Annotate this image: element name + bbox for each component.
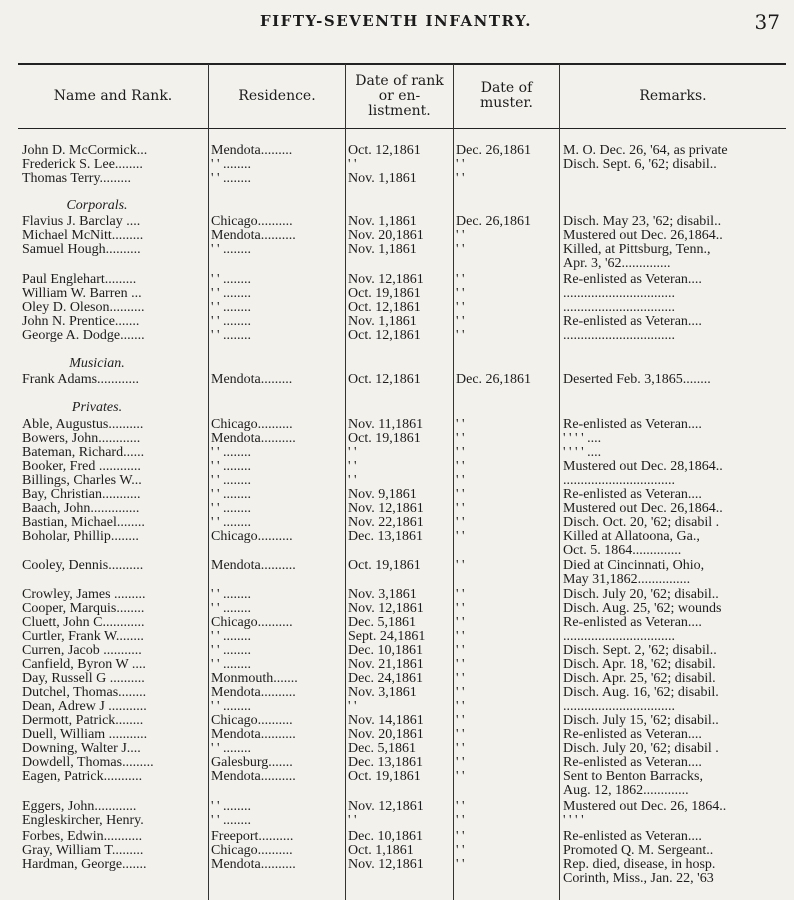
name-cell: Forbes, Edwin........... [22,830,143,844]
name-cell: Bay, Christian........... [22,488,141,502]
residence-cell: ' ' ........ [211,460,252,474]
name-cell: Curren, Jacob ........... [22,644,142,658]
table-row [0,814,794,828]
table-row [0,301,794,315]
table-row [0,460,794,474]
name-cell: Flavius J. Barclay .... [22,215,141,229]
enlistment-date-cell: Nov. 1,1861 [348,243,417,257]
name-cell: Samuel Hough.......... [22,243,141,257]
name-cell: Curtler, Frank W........ [22,630,144,644]
name-cell: Frederick S. Lee........ [22,158,143,172]
muster-date-cell: ' ' [456,588,465,602]
residence-cell: ' ' ........ [211,644,252,658]
enlistment-date-cell: ' ' [348,700,357,714]
residence-cell: ' ' ........ [211,273,252,287]
name-cell: Canfield, Byron W .... [22,658,146,672]
muster-date-cell: ' ' [456,616,465,630]
enlistment-date-cell: Nov. 12,1861 [348,502,424,516]
column-header-enlistment: Date of rank or en-listment. [355,72,444,119]
residence-cell: Chicago.......... [211,616,293,630]
enlistment-date-cell: Nov. 20,1861 [348,728,424,742]
remarks-cell: May 31,1862............... [563,573,691,587]
muster-date-cell: ' ' [456,814,465,828]
name-cell: Dean, Adrew J ........... [22,700,147,714]
enlistment-date-cell: Oct. 1,1861 [348,844,414,858]
remarks-cell: ................................ [563,301,675,315]
remarks-cell: Mustered out Dec. 26,1864.. [563,229,723,243]
residence-cell: Mendota.......... [211,229,296,243]
residence-cell: ' ' ........ [211,502,252,516]
enlistment-date-cell: Sept. 24,1861 [348,630,426,644]
remarks-cell: Re-enlisted as Veteran.... [563,830,702,844]
name-cell: John N. Prentice....... [22,315,140,329]
remarks-cell: Disch. Oct. 20, '62; disabil . [563,516,720,530]
table-row [0,800,794,814]
remarks-cell: Mustered out Dec. 28,1864.. [563,460,723,474]
table-row [0,287,794,301]
residence-cell: ' ' ........ [211,488,252,502]
name-cell: Duell, William ........... [22,728,148,742]
name-cell: Frank Adams............ [22,373,140,387]
table-row [0,229,794,243]
enlistment-date-cell: Oct. 12,1861 [348,373,421,387]
table-row [0,700,794,714]
remarks-cell: Re-enlisted as Veteran.... [563,273,702,287]
muster-date-cell: ' ' [456,229,465,243]
table-row [0,770,794,784]
residence-cell: ' ' ........ [211,474,252,488]
table-row [0,573,794,587]
enlistment-date-cell: ' ' [348,158,357,172]
residence-cell: Mendota.......... [211,770,296,784]
residence-cell: Chicago.......... [211,215,293,229]
remarks-cell: Disch. Apr. 18, '62; disabil. [563,658,716,672]
enlistment-date-cell: ' ' [348,460,357,474]
table-row [0,474,794,488]
page-number: 37 [754,10,780,34]
remarks-cell: Re-enlisted as Veteran.... [563,488,702,502]
remarks-cell: Disch. Sept. 2, '62; disabil.. [563,644,717,658]
residence-cell: ' ' ........ [211,446,252,460]
remarks-cell: Disch. Apr. 25, '62; disabil. [563,672,716,686]
residence-cell: ' ' ........ [211,516,252,530]
enlistment-date-cell: Nov. 1,1861 [348,315,417,329]
table-row [0,858,794,872]
table-row [0,516,794,530]
enlistment-date-cell: Dec. 5,1861 [348,742,417,756]
enlistment-date-cell: Nov. 12,1861 [348,800,424,814]
column-header-muster: Date of muster. [480,80,533,111]
remarks-cell: Sent to Benton Barracks, [563,770,703,784]
table-row [0,588,794,602]
enlistment-date-cell: Nov. 14,1861 [348,714,424,728]
muster-date-cell: ' ' [456,714,465,728]
table-row [0,273,794,287]
muster-date-cell: ' ' [456,700,465,714]
remarks-cell: Disch. Aug. 16, '62; disabil. [563,686,719,700]
residence-cell: Galesburg....... [211,756,293,770]
remarks-cell: Disch. July 20, '62; disabil.. [563,588,719,602]
muster-date-cell: ' ' [456,559,465,573]
table-row [0,728,794,742]
muster-date-cell: ' ' [456,287,465,301]
column-header-remarks: Remarks. [639,87,707,104]
remarks-cell: Rep. died, disease, in hosp. [563,858,716,872]
enlistment-date-cell: Nov. 12,1861 [348,273,424,287]
residence-cell: ' ' ........ [211,588,252,602]
section-label: Musician. [69,357,125,371]
enlistment-date-cell: Oct. 12,1861 [348,329,421,343]
residence-cell: Mendota.......... [211,858,296,872]
name-cell: Cluett, John C............ [22,616,145,630]
table-row [0,784,794,798]
muster-date-cell: ' ' [456,301,465,315]
name-cell: William W. Barren ... [22,287,142,301]
table-row [0,315,794,329]
section-heading [0,401,794,415]
table-row [0,830,794,844]
enlistment-date-cell: Dec. 24,1861 [348,672,424,686]
name-cell: Bateman, Richard...... [22,446,145,460]
muster-date-cell: ' ' [456,502,465,516]
name-cell: Thomas Terry......... [22,172,132,186]
name-cell: Bowers, John............ [22,432,141,446]
residence-cell: ' ' ........ [211,172,252,186]
table-row [0,502,794,516]
enlistment-date-cell: Nov. 1,1861 [348,172,417,186]
table-row [0,756,794,770]
muster-date-cell: ' ' [456,728,465,742]
residence-cell: ' ' ........ [211,243,252,257]
table-row [0,488,794,502]
residence-cell: ' ' ........ [211,287,252,301]
enlistment-date-cell: Oct. 19,1861 [348,559,421,573]
remarks-cell: Re-enlisted as Veteran.... [563,728,702,742]
remarks-cell: Oct. 5. 1864.............. [563,544,682,558]
name-cell: Oley D. Oleson.......... [22,301,145,315]
table-row [0,446,794,460]
enlistment-date-cell: Nov. 12,1861 [348,858,424,872]
muster-date-cell: ' ' [456,329,465,343]
table-row [0,257,794,271]
enlistment-date-cell: Dec. 10,1861 [348,830,424,844]
enlistment-date-cell: Nov. 1,1861 [348,215,417,229]
residence-cell: Mendota.......... [211,728,296,742]
name-cell: Hardman, George....... [22,858,147,872]
enlistment-date-cell: Oct. 12,1861 [348,301,421,315]
remarks-cell: Disch. Sept. 6, '62; disabil.. [563,158,717,172]
muster-date-cell: ' ' [456,672,465,686]
remarks-cell: Disch. May 23, '62; disabil.. [563,215,722,229]
table-row [0,616,794,630]
table-row [0,530,794,544]
table-row [0,714,794,728]
enlistment-date-cell: Oct. 19,1861 [348,432,421,446]
name-cell: Dutchel, Thomas........ [22,686,147,700]
remarks-cell: Aug. 12, 1862............. [563,784,689,798]
table-row [0,644,794,658]
residence-cell: Monmouth....... [211,672,298,686]
table-row [0,215,794,229]
enlistment-date-cell: ' ' [348,474,357,488]
muster-date-cell: ' ' [456,530,465,544]
page-header [0,12,794,36]
remarks-cell: ' ' ' ' [563,814,584,828]
name-cell: Dowdell, Thomas......... [22,756,154,770]
name-cell: George A. Dodge....... [22,329,145,343]
name-cell: Michael McNitt......... [22,229,144,243]
residence-cell: ' ' ........ [211,315,252,329]
column-header-name: Name and Rank. [53,87,173,104]
table-row [0,329,794,343]
table-row [0,686,794,700]
enlistment-date-cell: Nov. 3,1861 [348,686,417,700]
enlistment-date-cell: Nov. 9,1861 [348,488,417,502]
residence-cell: ' ' ........ [211,158,252,172]
enlistment-date-cell: Nov. 3,1861 [348,588,417,602]
table-row [0,432,794,446]
remarks-cell: ' ' ' ' .... [563,432,602,446]
residence-cell: ' ' ........ [211,630,252,644]
muster-date-cell: ' ' [456,602,465,616]
table-row [0,559,794,573]
table-row [0,742,794,756]
table-row [0,144,794,158]
remarks-cell: Apr. 3, '62.............. [563,257,671,271]
muster-date-cell: ' ' [456,630,465,644]
remarks-cell: Corinth, Miss., Jan. 22, '63 [563,872,714,886]
section-label: Privates. [71,401,123,415]
muster-date-cell: ' ' [456,460,465,474]
name-cell: Boholar, Phillip........ [22,530,139,544]
enlistment-date-cell: Nov. 12,1861 [348,602,424,616]
residence-cell: Chicago.......... [211,530,293,544]
remarks-cell: ................................ [563,474,675,488]
muster-date-cell: ' ' [456,446,465,460]
remarks-cell: Died at Cincinnati, Ohio, [563,559,705,573]
section-heading [0,199,794,213]
residence-cell: Chicago.......... [211,714,293,728]
remarks-cell: Killed at Allatoona, Ga., [563,530,700,544]
muster-date-cell: ' ' [456,488,465,502]
muster-date-cell: ' ' [456,844,465,858]
residence-cell: ' ' ........ [211,658,252,672]
section-heading [0,357,794,371]
column-header-residence: Residence. [238,87,316,104]
remarks-cell: Re-enlisted as Veteran.... [563,616,702,630]
remarks-cell: Mustered out Dec. 26, 1864.. [563,800,727,814]
enlistment-date-cell: Oct. 19,1861 [348,287,421,301]
table-row [0,243,794,257]
remarks-cell: Re-enlisted as Veteran.... [563,315,702,329]
enlistment-date-cell: Dec. 5,1861 [348,616,417,630]
name-cell: Dermott, Patrick........ [22,714,144,728]
section-label: Corporals. [66,199,128,213]
table-row [0,373,794,387]
name-cell: Engleskircher, Henry. [22,814,144,828]
remarks-cell: ' ' ' ' .... [563,446,602,460]
residence-cell: Freeport.......... [211,830,294,844]
muster-date-cell: ' ' [456,158,465,172]
residence-cell: ' ' ........ [211,814,252,828]
name-cell: Crowley, James ......... [22,588,146,602]
table-row [0,844,794,858]
enlistment-date-cell: Oct. 19,1861 [348,770,421,784]
residence-cell: Mendota.......... [211,432,296,446]
residence-cell: ' ' ........ [211,800,252,814]
muster-date-cell: ' ' [456,742,465,756]
table-row [0,672,794,686]
residence-cell: Chicago.......... [211,844,293,858]
residence-cell: Mendota......... [211,373,293,387]
muster-date-cell: ' ' [456,756,465,770]
table-row [0,602,794,616]
table-row [0,658,794,672]
residence-cell: ' ' ........ [211,329,252,343]
remarks-cell: Disch. Aug. 25, '62; wounds [563,602,722,616]
muster-date-cell: ' ' [456,516,465,530]
enlistment-date-cell: ' ' [348,814,357,828]
residence-cell: Mendota.......... [211,559,296,573]
name-cell: Booker, Fred ............ [22,460,141,474]
table-row [0,418,794,432]
remarks-cell: Killed, at Pittsburg, Tenn., [563,243,711,257]
muster-date-cell: ' ' [456,418,465,432]
enlistment-date-cell: Dec. 13,1861 [348,756,424,770]
name-cell: Baach, John.............. [22,502,140,516]
muster-date-cell: Dec. 26,1861 [456,373,532,387]
muster-date-cell: ' ' [456,315,465,329]
residence-cell: Mendota.......... [211,686,296,700]
table-row [0,158,794,172]
name-cell: Eagen, Patrick........... [22,770,143,784]
muster-date-cell: ' ' [456,172,465,186]
name-cell: Paul Englehart......... [22,273,137,287]
enlistment-date-cell: Nov. 21,1861 [348,658,424,672]
table-row [0,630,794,644]
muster-date-cell: ' ' [456,830,465,844]
enlistment-date-cell: Dec. 10,1861 [348,644,424,658]
name-cell: John D. McCormick... [22,144,148,158]
name-cell: Bastian, Michael........ [22,516,145,530]
remarks-cell: Re-enlisted as Veteran.... [563,756,702,770]
residence-cell: ' ' ........ [211,301,252,315]
name-cell: Eggers, John............ [22,800,137,814]
enlistment-date-cell: Nov. 22,1861 [348,516,424,530]
muster-date-cell: ' ' [456,644,465,658]
remarks-cell: ................................ [563,287,675,301]
enlistment-date-cell: Nov. 11,1861 [348,418,424,432]
residence-cell: Mendota......... [211,144,293,158]
remarks-cell: Re-enlisted as Veteran.... [563,418,702,432]
table-row [0,544,794,558]
name-cell: Cooley, Dennis.......... [22,559,144,573]
remarks-cell: ................................ [563,329,675,343]
remarks-cell: Disch. July 20, '62; disabil . [563,742,719,756]
header-rule [18,128,786,129]
table-row [0,172,794,186]
remarks-cell: ................................ [563,630,675,644]
muster-date-cell: ' ' [456,432,465,446]
muster-date-cell: ' ' [456,658,465,672]
remarks-cell: Deserted Feb. 3,1865........ [563,373,711,387]
name-cell: Gray, William T......... [22,844,144,858]
name-cell: Cooper, Marquis........ [22,602,145,616]
remarks-cell: ................................ [563,700,675,714]
remarks-cell: Promoted Q. M. Sergeant.. [563,844,714,858]
name-cell: Day, Russell G .......... [22,672,145,686]
residence-cell: ' ' ........ [211,742,252,756]
muster-date-cell: ' ' [456,474,465,488]
muster-date-cell: Dec. 26,1861 [456,215,532,229]
muster-date-cell: ' ' [456,858,465,872]
muster-date-cell: ' ' [456,770,465,784]
muster-date-cell: ' ' [456,686,465,700]
enlistment-date-cell: ' ' [348,446,357,460]
enlistment-date-cell: Oct. 12,1861 [348,144,421,158]
muster-date-cell: Dec. 26,1861 [456,144,532,158]
name-cell: Able, Augustus.......... [22,418,144,432]
remarks-cell: Disch. July 15, '62; disabil.. [563,714,719,728]
page-title: FIFTY-SEVENTH INFANTRY. [260,12,533,30]
enlistment-date-cell: Dec. 13,1861 [348,530,424,544]
name-cell: Billings, Charles W... [22,474,142,488]
name-cell: Downing, Walter J.... [22,742,141,756]
muster-date-cell: ' ' [456,800,465,814]
residence-cell: ' ' ........ [211,700,252,714]
residence-cell: ' ' ........ [211,602,252,616]
enlistment-date-cell: Nov. 20,1861 [348,229,424,243]
table-row [0,872,794,886]
muster-date-cell: ' ' [456,273,465,287]
remarks-cell: Mustered out Dec. 26,1864.. [563,502,723,516]
residence-cell: Chicago.......... [211,418,293,432]
muster-date-cell: ' ' [456,243,465,257]
remarks-cell: M. O. Dec. 26, '64, as private [563,144,728,158]
